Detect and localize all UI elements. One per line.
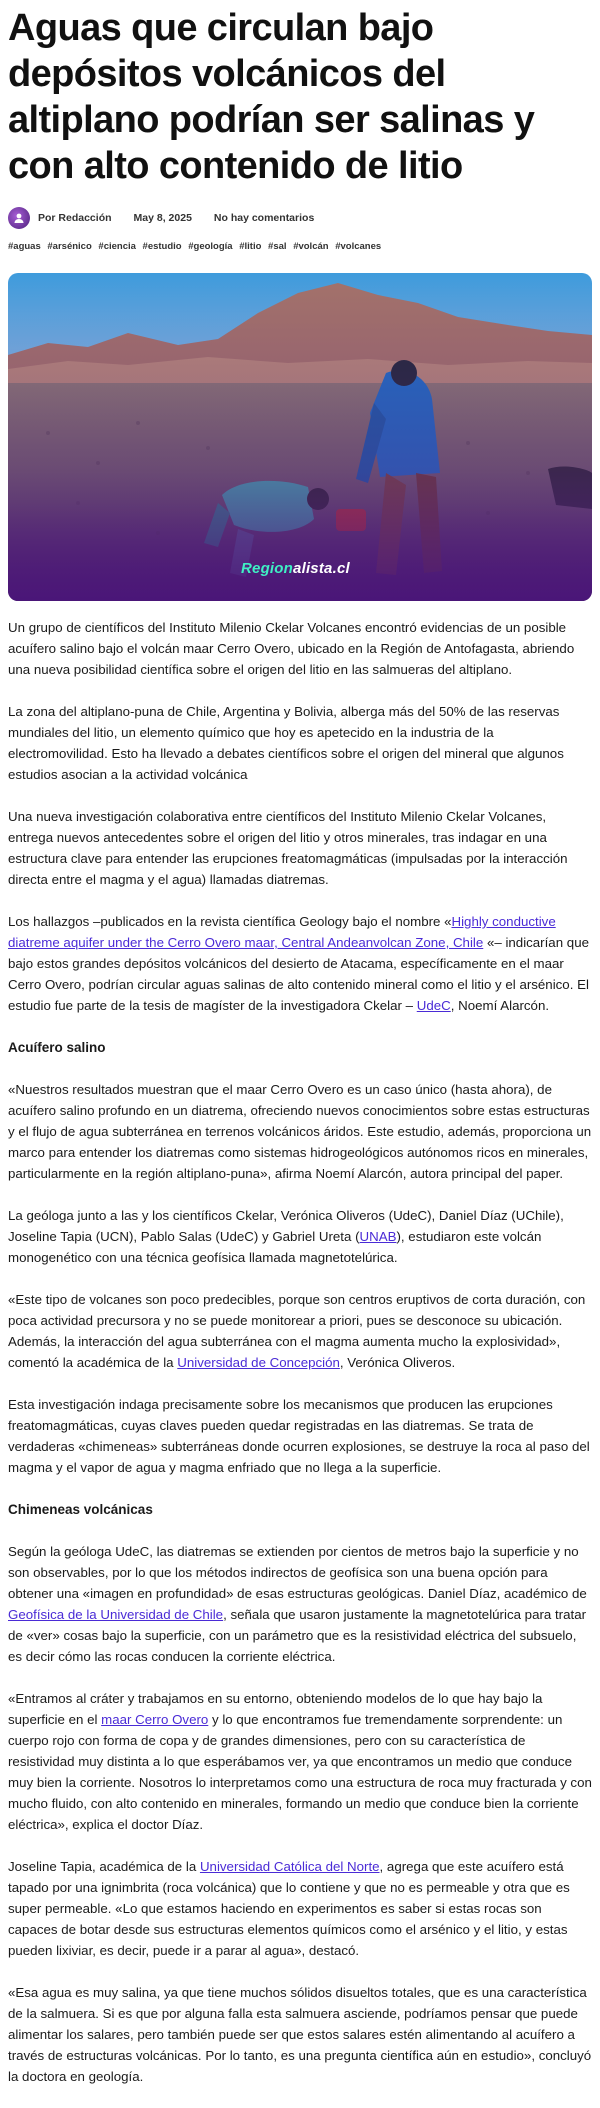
tag-link[interactable]: #sal (268, 241, 287, 252)
paragraph: Los hallazgos –publicados en la revista científica Geology bajo el nombre «Highly conductive diatreme aquifer under the Cerro Overo maar, Central Andeanvolcan Zone, Chile «– indicarían que bajo estos grandes depósitos volcánicos del desierto de Atacama, específicamente en el maar Cerro Overo, podrían circular aguas salinas de alto contenido mineral como el litio y el arsénico. El estudio fue parte de la tesis de magíster de la investigadora Ckelar – UdeC, Noemí Alarcón. (8, 914, 589, 1013)
tag-link[interactable]: #estudio (142, 241, 182, 252)
tag-link[interactable]: #arsénico (47, 241, 92, 252)
udec-link[interactable]: UdeC (416, 998, 451, 1013)
user-icon (13, 212, 25, 224)
paragraph: «Nuestros resultados muestran que el maar Cerro Overo es un caso único (hasta ahora), de acuífero salino profundo en un diatrema, ofreciendo nuevos conocimientos sobre estas estructuras y el flujo de agua subterránea en terrenos volcánicos áridos. Este estudio, además, proporciona un marco para entender los diatremas como sistemas hidrogeológicos autónomos ricos en minerales, particularmente en la región altiplano-puna», afirma Noemí Alarcón, autora principal del paper. (8, 1082, 592, 1181)
paragraph: «Esa agua es muy salina, ya que tiene muchos sólidos disueltos totales, que es una característica de la salmuera. Si es que por alguna falla esta salmuera asciende, podríamos pensar que puede alimentar los salares, pero también puede ser que estos salares estén alimentando al acuífero a través de estructuras volcánicas. Por lo tanto, es una pregunta científica aún en estudio», concluyó la doctora en geología. (8, 1985, 592, 2084)
ucn-link[interactable]: Universidad Católica del Norte (199, 1859, 380, 1874)
paragraph: Esta investigación indaga precisamente sobre los mecanismos que producen las erupciones freatomagmáticas, cuyas claves pueden quedar registradas en las diatremas. Se trata de verdaderas «chimeneas» subterráneas donde ocurren explosiones, se destruye la roca al paso del magma y el vapor de agua y magma enfriado que no llega a la superficie. (8, 1397, 590, 1475)
author-name[interactable]: Por Redacción (38, 212, 112, 224)
tag-link[interactable]: #litio (239, 241, 262, 252)
paragraph: Según la geóloga UdeC, las diatremas se extienden por cientos de metros bajo la superficie y no son observables, por lo que los métodos indirectos de geofísica son una buena opción para obtener una «imagen en profundidad» de esas estructuras geológicas. Daniel Díaz, académico de Geofísica de la Universidad de Chile, señala que usaron justamente la magnetotelúrica para tratar de «ver» cosas bajo la superficie, con un parámetro que es la resistividad eléctrica del subsuelo, es decir cómo las rocas conducen la corriente eléctrica. (8, 1544, 587, 1664)
udec-university-link[interactable]: Universidad de Concepción (177, 1355, 340, 1370)
paragraph: La zona del altiplano-puna de Chile, Argentina y Bolivia, alberga más del 50% de las reservas mundiales del litio, un elemento químico que hoy es apetecido en la industria de la electromovilidad. Esto ha llevado a debates científicos sobre el origen del mineral que algunos estudios asocian a la actividad volcánica (8, 704, 564, 782)
hero-image (8, 273, 592, 601)
cerro-overo-link[interactable]: maar Cerro Overo (101, 1712, 209, 1727)
brand-watermark: Regionalista.cl (241, 560, 350, 577)
paragraph: «Entramos al cráter y trabajamos en su entorno, obteniendo modelos de lo que hay bajo la superficie en el maar Cerro Overo y lo que encontramos fue tremendamente sorprendente: un cuerpo rojo con forma de copa y de grandes dimensiones, pero con su característica de resistividad muy distinta a lo que esperábamos ver, ya que encontramos un medio que conduce muy bien la corriente. Nosotros lo interpretamos como una estructura de roca muy fracturada y con mucho fluido, con alto contenido en minerales, formando un medio que conduce bien la corriente eléctrica», explica el doctor Díaz. (8, 1691, 592, 1832)
tag-list (8, 241, 592, 257)
article-body (8, 617, 592, 2087)
paragraph: Una nueva investigación colaborativa entre científicos del Instituto Milenio Ckelar Volcanes, entrega nuevos antecedentes sobre el origen del litio y otros minerales, tras indagar en una estructura clave para entender las erupciones freatomagmáticas (impulsadas por la interacción directa entre el magma y el agua) llamadas diatremas. (8, 809, 568, 887)
paragraph: Un grupo de científicos del Instituto Milenio Ckelar Volcanes encontró evidencias de un posible acuífero salino bajo el volcán maar Cerro Overo, ubicado en la Región de Antofagasta, abriendo una nueva posibilidad científica sobre el origen del litio en las salmueras del altiplano. (8, 620, 575, 677)
photo-field-researchers-icon (8, 273, 592, 601)
unab-link[interactable]: UNAB (359, 1229, 397, 1244)
tag-link[interactable]: #geología (188, 241, 233, 252)
paragraph: «Este tipo de volcanes son poco predecibles, porque son centros eruptivos de corta duración, con poca actividad precursora y no se puede monitorear a priori, pues se desconoce su ubicación. Además, la interacción del agua subterránea con el magma aumenta mucho la explosividad», comentó la académica de la Universidad de Concepción, Verónica Oliveros. (8, 1292, 586, 1370)
section-heading: Chimeneas volcánicas (8, 1502, 153, 1517)
article-meta (8, 205, 592, 231)
tag-link[interactable]: #volcán (293, 241, 329, 252)
section-heading: Acuífero salino (8, 1040, 106, 1055)
paper-link[interactable]: Highly conductive diatreme aquifer under the Cerro Overo maar, Central Andeanvolcan Zone, Chile (8, 914, 556, 950)
paragraph: Joseline Tapia, académica de la Universidad Católica del Norte, agrega que este acuífero está tapado por una ignimbrita (roca volcánica) que lo contiene y que no es permeable y otra que es super permeable. «Lo que estamos haciendo en experimentos es saber si estas rocas son capaces de botar desde sus estructuras elementos químicos como el arsénico y el litio, y estas pueden lixiviar, es decir, puede ir a parar al agua», destacó. (8, 1859, 570, 1958)
tag-link[interactable]: #ciencia (98, 241, 136, 252)
comments-link[interactable]: No hay comentarios (213, 212, 315, 224)
tag-link[interactable]: #volcanes (335, 241, 382, 252)
author-avatar[interactable] (8, 207, 30, 229)
article-title: Aguas que circulan bajo depósitos volcánicos del altiplano podrían ser salinas y con alto contenido de litio (8, 7, 535, 187)
uchile-geofisica-link[interactable]: Geofísica de la Universidad de Chile (8, 1607, 224, 1622)
publish-date: May 8, 2025 (133, 212, 192, 224)
paragraph: La geóloga junto a las y los científicos Ckelar, Verónica Oliveros (UdeC), Daniel Díaz (UChile), Joseline Tapia (UCN), Pablo Salas (UdeC) y Gabriel Ureta (UNAB), estudiaron este volcán monogenético con una técnica geofísica llamada magnetotelúrica. (8, 1208, 564, 1265)
tag-link[interactable]: #aguas (8, 241, 41, 252)
